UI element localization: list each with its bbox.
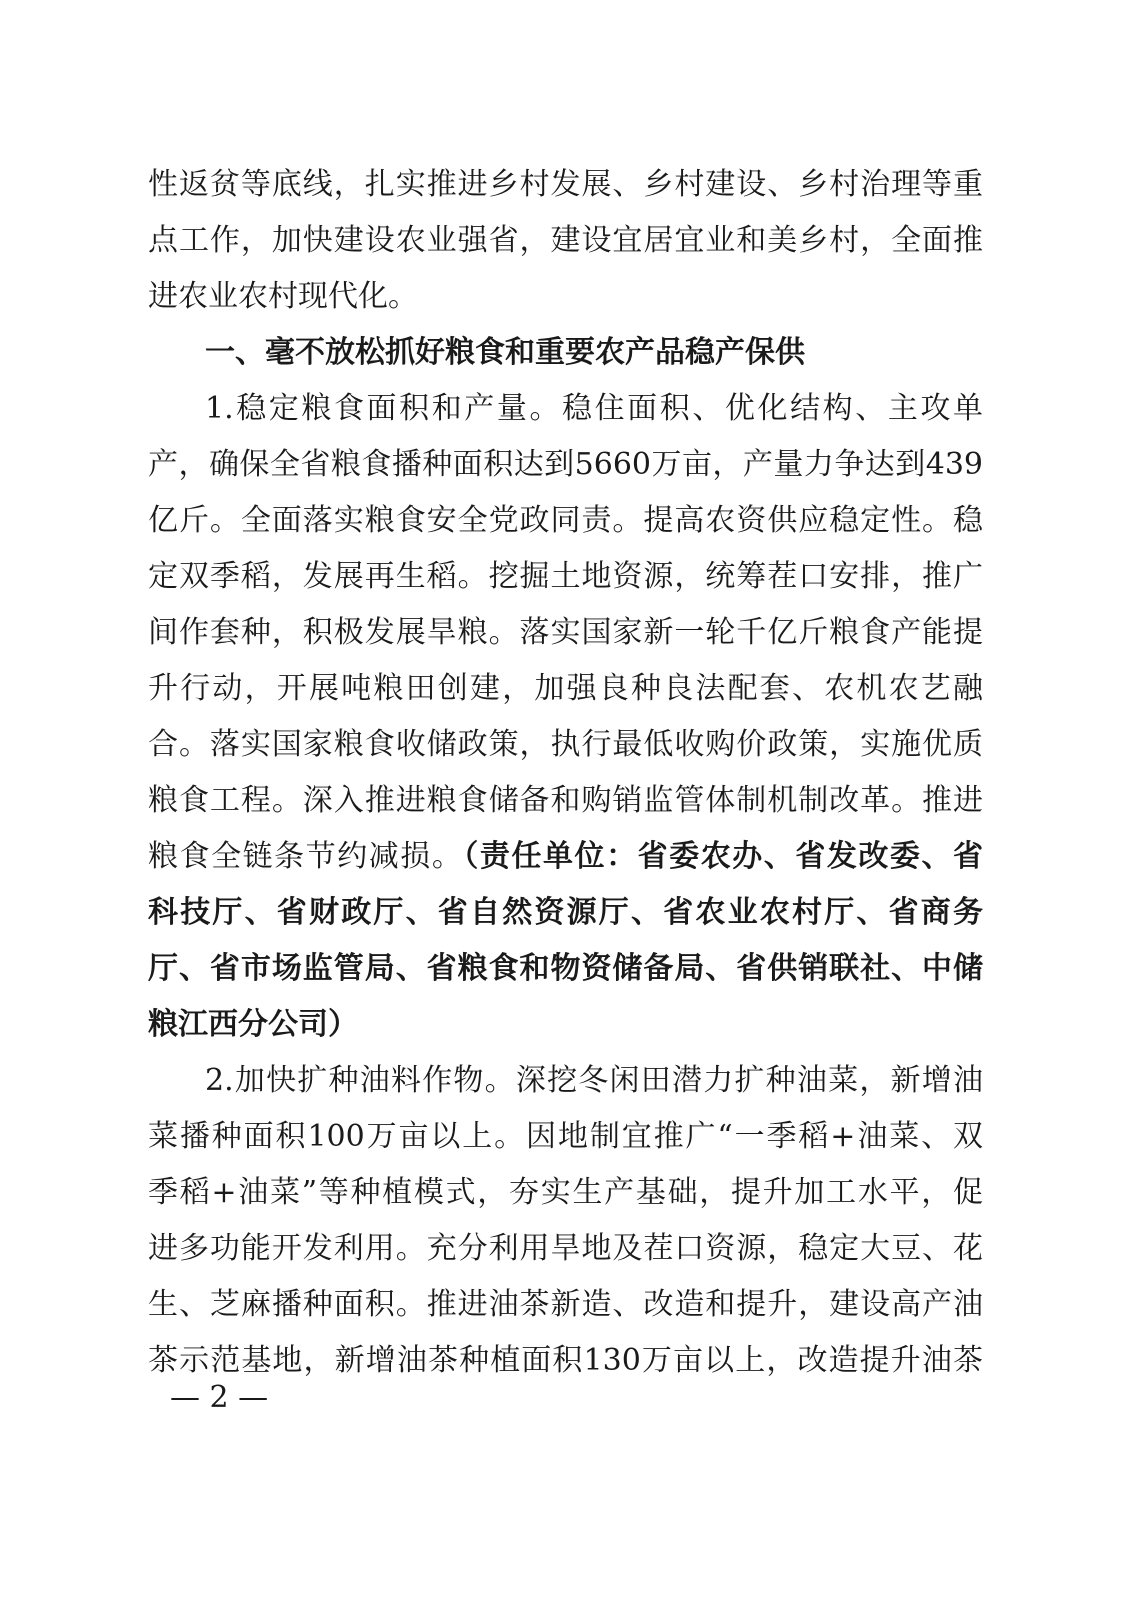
body-line: 合。落实国家粮食收储政策，执行最低收购价政策，实施优质 [148, 727, 983, 762]
body-line: 2.加快扩种油料作物。深挖冬闲田潜力扩种油菜，新增油 [205, 1063, 983, 1098]
responsibility-label: （责任单位：省委农办、省发改委、省 [463, 839, 984, 874]
body-line: 升行动，开展吨粮田创建，加强良种良法配套、农机农艺融 [148, 671, 983, 706]
body-line: 粮食工程。深入推进粮食储备和购销监管体制机制改革。推进 [148, 783, 983, 818]
body-line: 定双季稻，发展再生稻。挖掘土地资源，统筹茬口安排，推广 [148, 559, 983, 594]
body-line: 菜播种面积100万亩以上。因地制宜推广“一季稻+油菜、双 [148, 1119, 983, 1154]
page-number: — 2 — [170, 1380, 269, 1415]
body-line: 性返贫等底线，扎实推进乡村发展、乡村建设、乡村治理等重 [148, 167, 983, 202]
body-line: 产，确保全省粮食播种面积达到5660万亩，产量力争达到439 [148, 447, 983, 482]
body-line: 1.稳定粮食面积和产量。稳住面积、优化结构、主攻单 [205, 391, 983, 426]
body-line: 季稻+油菜”等种植模式，夯实生产基础，提升加工水平，促 [148, 1175, 983, 1210]
body-line-mixed [148, 830, 983, 884]
responsibility-line: 厅、省市场监管局、省粮食和物资储备局、省供销联社、中储 [148, 951, 983, 986]
responsibility-line: 科技厅、省财政厅、省自然资源厅、省农业农村厅、省商务 [148, 895, 983, 930]
body-line: 生、芝麻播种面积。推进油茶新造、改造和提升，建设高产油 [148, 1287, 983, 1322]
responsibility-line: 粮江西分公司） [148, 1007, 358, 1042]
body-line: 亿斤。全面落实粮食安全党政同责。提高农资供应稳定性。稳 [148, 503, 983, 538]
body-line: 进农业农村现代化。 [148, 279, 418, 314]
section-heading: 一、毫不放松抓好粮食和重要农产品稳产保供 [205, 335, 805, 370]
body-line: 间作套种，积极发展旱粮。落实国家新一轮千亿斤粮食产能提 [148, 615, 983, 650]
body-text: 粮食全链条节约减损。 [148, 839, 464, 874]
body-line: 进多功能开发利用。充分利用旱地及茬口资源，稳定大豆、花 [148, 1231, 983, 1266]
body-line: 点工作，加快建设农业强省，建设宜居宜业和美乡村，全面推 [148, 223, 983, 258]
body-line: 茶示范基地，新增油茶种植面积130万亩以上，改造提升油茶 [148, 1343, 983, 1378]
